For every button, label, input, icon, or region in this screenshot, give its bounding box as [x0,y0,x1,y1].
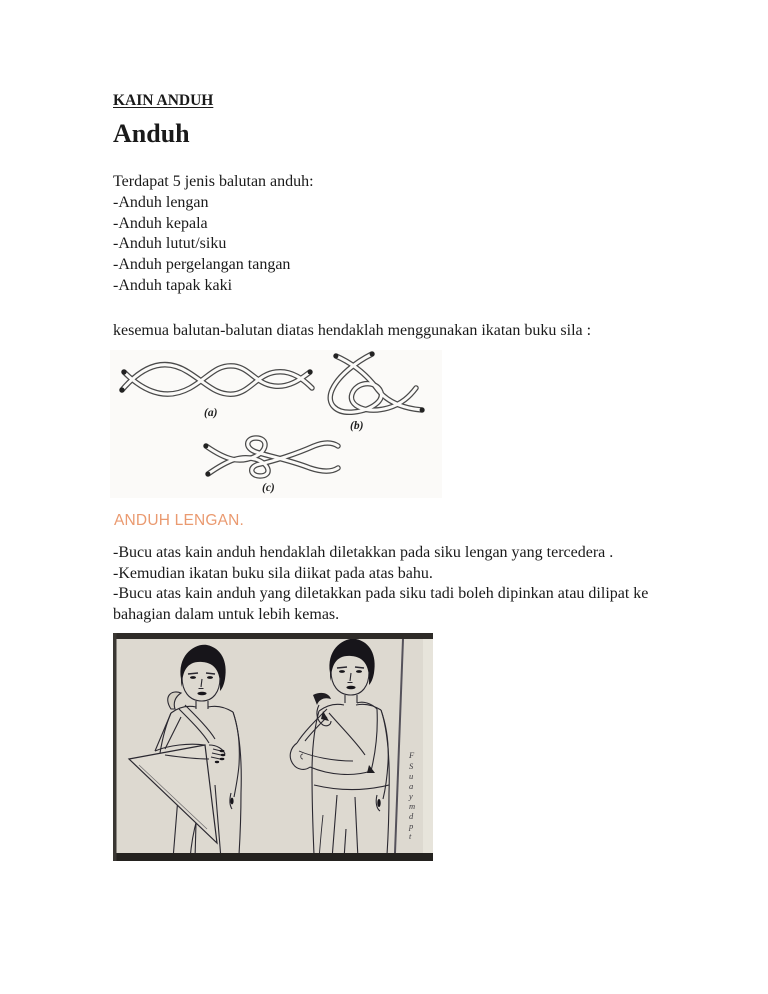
main-heading: Anduh [113,119,190,148]
instruction-line: -Bucu atas kain anduh hendaklah diletakkan pada siku lengan yang tercedera . [113,544,614,561]
instructions-block [113,543,661,625]
knot-label-a: (a) [204,407,218,419]
knot-diagram-image [110,350,442,498]
instruction-line: -Kemudian ikatan buku sila diikat pada atas bahu. [113,564,433,582]
caption-fragment: u [409,771,414,781]
caption-fragment: S [409,761,414,771]
knot-label-b: (b) [350,420,364,432]
list-item: -Anduh kepala [113,214,208,232]
caption-fragment: t [409,831,412,841]
sling-demo-drawing [113,633,433,861]
caption-fragment: p [409,821,414,831]
reef-knot-drawing [110,350,442,498]
instruction-line: -Bucu atas kain anduh yang diletakkan pada siku tadi boleh dipinkan atau dilipat ke bahagian dalam untuk lebih kemas. [113,585,649,623]
knot-label-c: (c) [262,482,275,494]
caption-fragment: m [409,801,416,811]
note-line: kesemua balutan-balutan diatas hendaklah menggunakan ikatan buku sila : [113,322,592,339]
caption-fragment: d [409,811,414,821]
list-item: -Anduh lutut/siku [113,235,227,253]
list-item: -Anduh tapak kaki [113,276,233,294]
caption-fragment: y [409,791,413,801]
page-title: KAIN ANDUH [113,92,214,109]
caption-fragment: a [409,781,414,791]
sling-types-block [113,172,314,297]
intro-line: Terdapat 5 jenis balutan anduh: [113,173,314,190]
list-item: -Anduh lengan [113,193,209,211]
subsection-heading: ANDUH LENGAN. [114,512,245,529]
list-item: -Anduh pergelangan tangan [113,256,291,274]
sling-demo-photo [113,633,433,861]
caption-fragment: F [409,750,415,760]
